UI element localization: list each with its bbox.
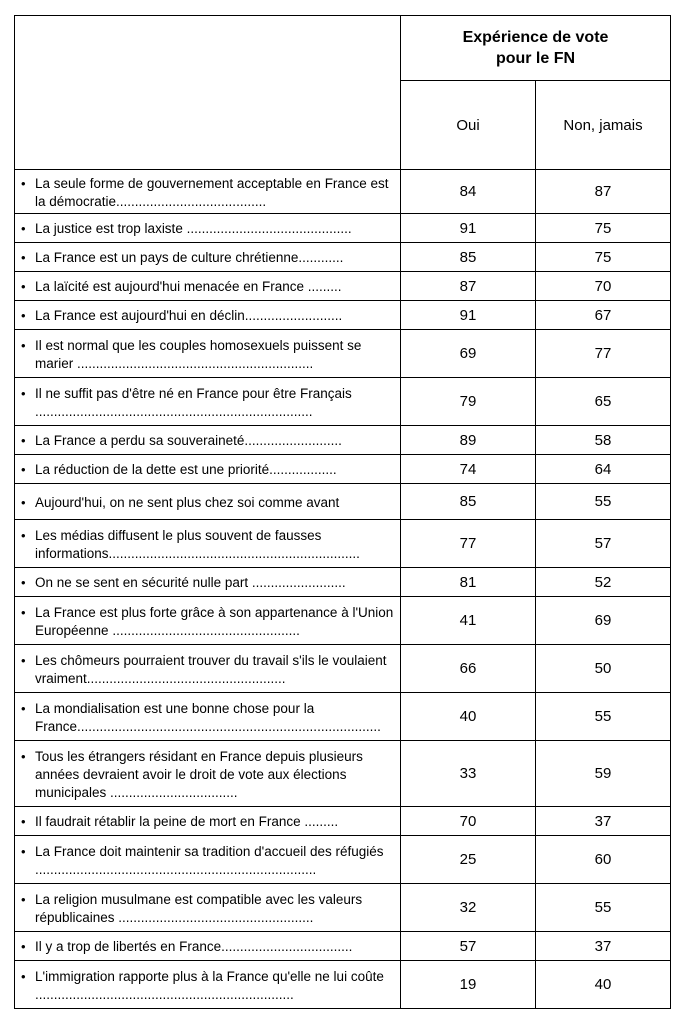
row-label: La justice est trop laxiste ............................................ xyxy=(35,221,352,236)
bullet-icon: • xyxy=(21,527,26,543)
value-oui: 87 xyxy=(401,272,536,301)
row-label: La laïcité est aujourd'hui menacée en France ......... xyxy=(35,279,342,294)
row-label-cell xyxy=(15,807,401,836)
bullet-icon: • xyxy=(21,221,26,236)
row-label-cell xyxy=(15,961,401,1009)
value-oui: 41 xyxy=(401,597,536,645)
table-row xyxy=(15,807,671,836)
bullet-icon: • xyxy=(21,700,26,716)
row-label: La France est aujourd'hui en déclin.......................... xyxy=(35,308,343,323)
table-row xyxy=(15,330,671,378)
value-oui: 89 xyxy=(401,426,536,455)
value-non: 52 xyxy=(536,568,671,597)
row-label-cell xyxy=(15,378,401,426)
value-non: 65 xyxy=(536,378,671,426)
bullet-icon: • xyxy=(21,814,26,829)
row-label-cell xyxy=(15,484,401,520)
value-oui: 25 xyxy=(401,836,536,884)
value-non: 67 xyxy=(536,301,671,330)
table-row xyxy=(15,645,671,693)
bullet-icon: • xyxy=(21,604,26,620)
value-non: 37 xyxy=(536,932,671,961)
value-oui: 91 xyxy=(401,214,536,243)
table-row xyxy=(15,378,671,426)
value-oui: 40 xyxy=(401,693,536,741)
table-row xyxy=(15,961,671,1009)
row-label-cell xyxy=(15,884,401,932)
group-header xyxy=(401,16,671,81)
table-row xyxy=(15,170,671,214)
bullet-icon: • xyxy=(21,968,26,984)
row-label: La France est un pays de culture chrétienne............ xyxy=(35,250,344,265)
table-row xyxy=(15,597,671,645)
group-title-line1: Expérience de vote xyxy=(462,29,609,46)
row-label: La réduction de la dette est une priorité.................. xyxy=(35,462,337,477)
row-label-cell xyxy=(15,272,401,301)
value-non: 55 xyxy=(536,693,671,741)
table-row xyxy=(15,272,671,301)
row-label: Il faudrait rétablir la peine de mort en France ......... xyxy=(35,814,339,829)
bullet-icon: • xyxy=(21,308,26,323)
row-label: La France a perdu sa souveraineté.......................... xyxy=(35,433,342,448)
table-row xyxy=(15,214,671,243)
column-header-non: Non, jamais xyxy=(536,81,671,170)
bullet-icon: • xyxy=(21,337,26,353)
bullet-icon: • xyxy=(21,385,26,401)
row-label-cell xyxy=(15,426,401,455)
value-non: 60 xyxy=(536,836,671,884)
row-label: Les médias diffusent le plus souvent de fausses informations................................................................... xyxy=(35,527,360,561)
value-oui: 57 xyxy=(401,932,536,961)
table-row xyxy=(15,520,671,568)
value-non: 50 xyxy=(536,645,671,693)
row-label-cell xyxy=(15,597,401,645)
value-non: 37 xyxy=(536,807,671,836)
bullet-icon: • xyxy=(21,891,26,907)
bullet-icon: • xyxy=(21,939,26,954)
row-label: Il est normal que les couples homosexuels puissent se marier ............................................................... xyxy=(35,337,362,371)
table-row xyxy=(15,884,671,932)
row-label: Les chômeurs pourraient trouver du travail s'ils le voulaient vraiment..................................................... xyxy=(35,652,387,686)
bullet-icon: • xyxy=(21,843,26,859)
value-non: 57 xyxy=(536,520,671,568)
value-oui: 79 xyxy=(401,378,536,426)
row-label: On ne se sent en sécurité nulle part ......................... xyxy=(35,575,346,590)
row-label: Il ne suffit pas d'être né en France pour être Français .......................................................................... xyxy=(35,385,352,419)
row-label-cell xyxy=(15,301,401,330)
row-label: L'immigration rapporte plus à la France qu'elle ne lui coûte ..................................................................... xyxy=(35,968,384,1002)
row-label: Aujourd'hui, on ne sent plus chez soi comme avant xyxy=(35,494,340,510)
bullet-icon: • xyxy=(21,279,26,294)
value-non: 77 xyxy=(536,330,671,378)
row-label: La mondialisation est une bonne chose pour la France................................................................................. xyxy=(35,700,381,734)
value-non: 69 xyxy=(536,597,671,645)
value-oui: 85 xyxy=(401,484,536,520)
bullet-icon: • xyxy=(21,175,26,191)
value-oui: 91 xyxy=(401,301,536,330)
value-oui: 84 xyxy=(401,170,536,214)
row-label-cell xyxy=(15,520,401,568)
row-label-cell xyxy=(15,170,401,214)
bullet-icon: • xyxy=(21,494,26,510)
row-label: La France est plus forte grâce à son appartenance à l'Union Européenne .................................................. xyxy=(35,604,394,638)
row-label-cell xyxy=(15,214,401,243)
value-non: 58 xyxy=(536,426,671,455)
table-row xyxy=(15,741,671,807)
value-non: 75 xyxy=(536,243,671,272)
survey-table xyxy=(14,15,671,1009)
bullet-icon: • xyxy=(21,462,26,477)
bullet-icon: • xyxy=(21,748,26,764)
value-oui: 66 xyxy=(401,645,536,693)
value-oui: 69 xyxy=(401,330,536,378)
bullet-icon: • xyxy=(21,433,26,448)
value-oui: 85 xyxy=(401,243,536,272)
row-label-cell xyxy=(15,741,401,807)
table-row xyxy=(15,484,671,520)
bullet-icon: • xyxy=(21,575,26,590)
bullet-icon: • xyxy=(21,250,26,265)
value-oui: 81 xyxy=(401,568,536,597)
row-label-cell xyxy=(15,645,401,693)
table-row xyxy=(15,693,671,741)
value-non: 59 xyxy=(536,741,671,807)
value-non: 87 xyxy=(536,170,671,214)
value-non: 75 xyxy=(536,214,671,243)
table-row xyxy=(15,301,671,330)
value-non: 64 xyxy=(536,455,671,484)
value-oui: 32 xyxy=(401,884,536,932)
table-row xyxy=(15,426,671,455)
table-row xyxy=(15,932,671,961)
row-label: La religion musulmane est compatible avec les valeurs républicaines .................................................... xyxy=(35,891,363,925)
table-row xyxy=(15,243,671,272)
value-oui: 74 xyxy=(401,455,536,484)
value-oui: 70 xyxy=(401,807,536,836)
row-label-cell xyxy=(15,693,401,741)
table-row xyxy=(15,836,671,884)
table-row xyxy=(15,568,671,597)
bullet-icon: • xyxy=(21,652,26,668)
row-label: Tous les étrangers résidant en France depuis plusieurs années devraient avoir le droit de vote aux élections municipales .................................. xyxy=(35,748,363,800)
row-label-cell xyxy=(15,243,401,272)
row-label-cell xyxy=(15,455,401,484)
row-label-cell xyxy=(15,330,401,378)
row-label: Il y a trop de libertés en France................................... xyxy=(35,939,353,954)
column-header-oui: Oui xyxy=(401,81,536,170)
row-label-cell xyxy=(15,932,401,961)
value-non: 55 xyxy=(536,484,671,520)
table-row xyxy=(15,455,671,484)
empty-header-cell xyxy=(15,16,401,170)
row-label-cell xyxy=(15,836,401,884)
value-non: 55 xyxy=(536,884,671,932)
value-oui: 19 xyxy=(401,961,536,1009)
row-label-cell xyxy=(15,568,401,597)
value-non: 40 xyxy=(536,961,671,1009)
row-label: La seule forme de gouvernement acceptable en France est la démocratie........................................ xyxy=(35,175,389,209)
value-non: 70 xyxy=(536,272,671,301)
row-label: La France doit maintenir sa tradition d'accueil des réfugiés ........................................................................... xyxy=(35,843,384,877)
group-title-line2: pour le FN xyxy=(495,50,576,67)
value-oui: 33 xyxy=(401,741,536,807)
value-oui: 77 xyxy=(401,520,536,568)
